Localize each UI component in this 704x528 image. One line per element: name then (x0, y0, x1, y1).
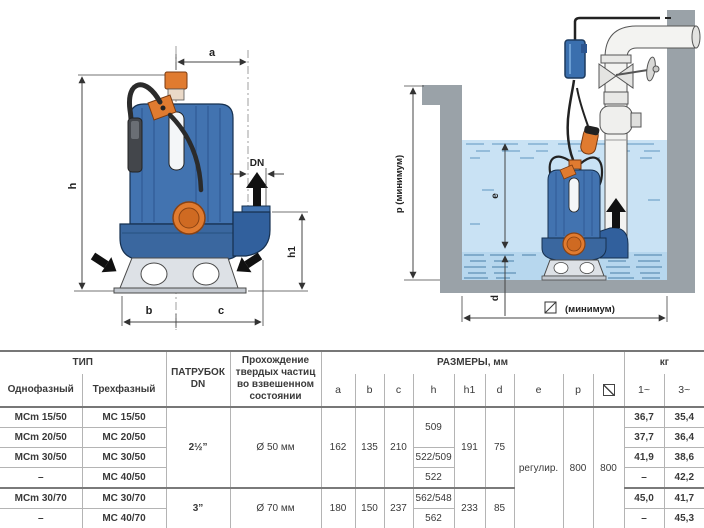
cell-kg1: 45,0 (624, 488, 664, 509)
cell-h1: 191 (454, 407, 485, 488)
col-header-c: c (384, 374, 413, 407)
square-diagonal-icon (545, 302, 556, 313)
col-header-h1: h1 (454, 374, 485, 407)
spec-table (0, 350, 704, 528)
cell-h: 562 (413, 509, 454, 528)
square-diagonal-icon (603, 384, 615, 396)
col-header-p: p (563, 374, 593, 407)
cell-model-3ph: MC 30/50 (82, 448, 166, 468)
cell-h: 562/548 (413, 488, 454, 509)
header-solids: Прохождение твердых частиц во взвешенном состоянии (230, 351, 321, 407)
header-weight: кг (624, 351, 704, 374)
cell-model-3ph: MC 15/50 (82, 407, 166, 428)
pump-lifting-cap (165, 72, 187, 89)
cell-p: 800 (563, 407, 593, 528)
cell-model-3ph: MC 40/70 (82, 509, 166, 528)
cell-d: 75 (485, 407, 514, 488)
col-header-1ph-weight: 1~ (624, 374, 664, 407)
cell-kg1: – (624, 468, 664, 489)
flow-arrow (246, 172, 268, 206)
col-header-b: b (355, 374, 384, 407)
table-row (0, 407, 704, 428)
cell-kg1: 41,9 (624, 448, 664, 468)
dim-label-e: e (490, 193, 501, 199)
inlet-arrow-left (88, 248, 121, 278)
cell-dn: 3” (166, 488, 230, 528)
header-port-line2: DN (190, 379, 206, 390)
check-valve (600, 106, 632, 134)
cell-h1: 233 (454, 488, 485, 528)
cell-kg3: 35,4 (664, 407, 704, 428)
cell-kg1: 36,7 (624, 407, 664, 428)
cell-h: 522/509 (413, 448, 454, 468)
cell-pit: 800 (593, 407, 624, 528)
pipe-opening (692, 26, 700, 48)
cell-e: регулир. (514, 407, 563, 528)
cell-a: 162 (321, 407, 355, 488)
cell-a: 180 (321, 488, 355, 528)
col-header-3ph-weight: 3~ (664, 374, 704, 407)
cell-kg3: 36,4 (664, 428, 704, 448)
dim-label-min: (минимум) (565, 304, 615, 315)
dim-label-p: p (минимум) (394, 154, 405, 214)
base-plate (114, 288, 246, 293)
header-single-phase: Однофазный (7, 384, 74, 395)
dim-label-a: a (208, 47, 216, 59)
cell-h: 509 (413, 407, 454, 448)
cell-model-3ph: MC 30/70 (82, 488, 166, 509)
cell-model-3ph: MC 20/50 (82, 428, 166, 448)
header-type: ТИП (72, 357, 93, 368)
dim-label-b: b (145, 305, 153, 317)
dim-label-dn: DN (249, 158, 265, 169)
pump-installation-diagram (352, 0, 704, 348)
cable-junction-box (565, 40, 587, 78)
cell-model-1ph: MCm 30/70 (0, 488, 82, 509)
header-dimensions: РАЗМЕРЫ, мм (321, 351, 624, 374)
col-header-e: e (514, 374, 563, 407)
col-header-h: h (413, 374, 454, 407)
pump-base (120, 258, 238, 288)
col-header-pit (593, 374, 624, 407)
dim-label-c: c (217, 305, 225, 317)
cell-c: 210 (384, 407, 413, 488)
col-header-a: a (321, 374, 355, 407)
discharge-outlet (233, 212, 270, 256)
cell-b: 150 (355, 488, 384, 528)
cell-model-1ph: – (0, 509, 82, 528)
cell-b: 135 (355, 407, 384, 488)
cell-c: 237 (384, 488, 413, 528)
col-header-d: d (485, 374, 514, 407)
cell-d: 85 (485, 488, 514, 528)
dim-label-d: d (490, 294, 501, 302)
pump-illustration (88, 72, 270, 293)
cell-model-1ph: MCm 20/50 (0, 428, 82, 448)
cell-kg1: 37,7 (624, 428, 664, 448)
cell-h: 522 (413, 468, 454, 489)
header-three-phase: Трехфазный (82, 374, 166, 407)
cell-kg1: – (624, 509, 664, 528)
dimension-a (176, 47, 246, 70)
cell-kg3: 38,6 (664, 448, 704, 468)
pipe-union (604, 92, 628, 104)
header-port-line1: ПАТРУБОК (171, 367, 225, 378)
discharge-flange (242, 206, 270, 212)
cell-kg3: 42,2 (664, 468, 704, 489)
header-port (166, 351, 230, 407)
dim-label-h1: h1 (287, 246, 298, 258)
cell-model-1ph: MCm 15/50 (0, 407, 82, 428)
cell-model-1ph: MCm 30/50 (0, 448, 82, 468)
pump-dimension-diagram (0, 0, 352, 348)
cell-model-3ph: MC 40/50 (82, 468, 166, 489)
cell-model-1ph: – (0, 468, 82, 489)
cell-kg3: 45,3 (664, 509, 704, 528)
pipe-flange (601, 55, 631, 63)
dim-label-h: h (67, 182, 79, 190)
cell-solids: Ø 70 мм (230, 488, 321, 528)
dimension-p (394, 86, 440, 280)
cell-solids: Ø 50 мм (230, 407, 321, 488)
cell-kg3: 41,7 (664, 488, 704, 509)
cell-dn: 2½” (166, 407, 230, 488)
